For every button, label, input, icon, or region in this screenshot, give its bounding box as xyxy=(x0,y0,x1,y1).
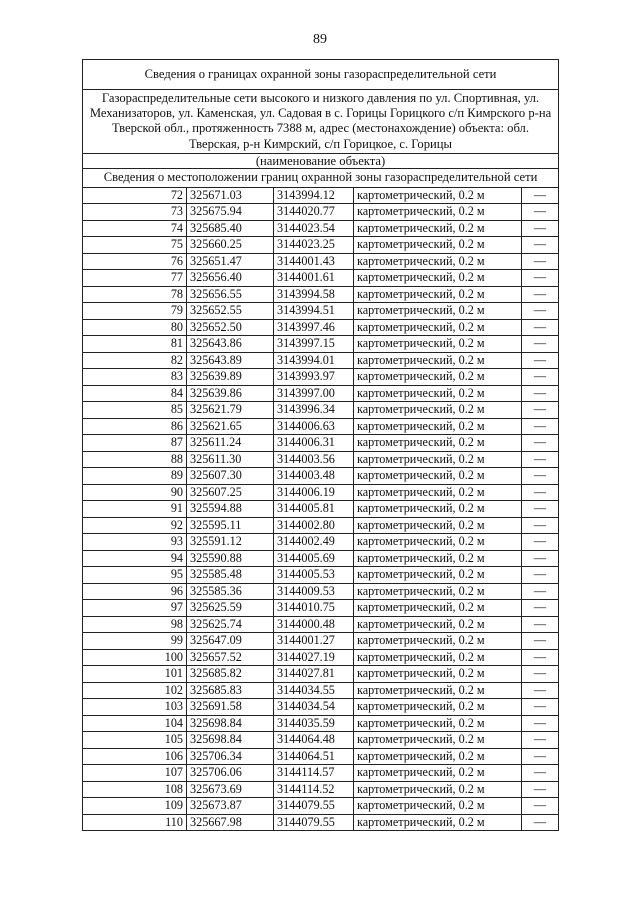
y-coordinate-cell: 3144006.31 xyxy=(274,435,354,452)
method-cell: картометрический, 0.2 м xyxy=(354,270,522,287)
point-number-cell: 98 xyxy=(83,616,187,633)
point-number-cell: 101 xyxy=(83,666,187,683)
x-coordinate-cell: 325585.36 xyxy=(187,583,274,600)
note-cell: — xyxy=(522,352,559,369)
x-coordinate-cell: 325656.55 xyxy=(187,286,274,303)
table-row xyxy=(83,583,559,600)
point-number-cell: 102 xyxy=(83,682,187,699)
table-row xyxy=(83,814,559,831)
table-row xyxy=(83,253,559,270)
y-coordinate-cell: 3143996.34 xyxy=(274,402,354,419)
x-coordinate-cell: 325595.11 xyxy=(187,517,274,534)
method-cell: картометрический, 0.2 м xyxy=(354,748,522,765)
point-number-cell: 85 xyxy=(83,402,187,419)
point-number-cell: 107 xyxy=(83,765,187,782)
y-coordinate-cell: 3144079.55 xyxy=(274,798,354,815)
note-cell: — xyxy=(522,517,559,534)
note-cell: — xyxy=(522,270,559,287)
table-row xyxy=(83,682,559,699)
x-coordinate-cell: 325685.40 xyxy=(187,220,274,237)
method-cell: картометрический, 0.2 м xyxy=(354,517,522,534)
x-coordinate-cell: 325675.94 xyxy=(187,204,274,221)
x-coordinate-cell: 325706.06 xyxy=(187,765,274,782)
method-cell: картометрический, 0.2 м xyxy=(354,666,522,683)
point-number-cell: 110 xyxy=(83,814,187,831)
point-number-cell: 109 xyxy=(83,798,187,815)
caption-row xyxy=(83,153,559,168)
table-row xyxy=(83,451,559,468)
y-coordinate-cell: 3144001.61 xyxy=(274,270,354,287)
method-cell: картометрический, 0.2 м xyxy=(354,649,522,666)
object-description: Газораспределительные сети высокого и низкого давления по ул. Спортивная, ул. Механизаторов, ул. Каменская, ул. Садовая в с. Горицы Горицкого с/п Кимрского р-на Тверской обл., протяженность 7388 м, адрес (местонахождение) объекта: обл. Тверская, р-н Кимрский, с/п Горицкое, с. Горицы xyxy=(83,90,559,154)
x-coordinate-cell: 325643.89 xyxy=(187,352,274,369)
table-row xyxy=(83,501,559,518)
location-title-row xyxy=(83,168,559,187)
y-coordinate-cell: 3144006.19 xyxy=(274,484,354,501)
note-cell: — xyxy=(522,781,559,798)
table-row xyxy=(83,666,559,683)
y-coordinate-cell: 3144009.53 xyxy=(274,583,354,600)
method-cell: картометрический, 0.2 м xyxy=(354,451,522,468)
x-coordinate-cell: 325698.84 xyxy=(187,732,274,749)
point-number-cell: 75 xyxy=(83,237,187,254)
method-cell: картометрический, 0.2 м xyxy=(354,715,522,732)
x-coordinate-cell: 325607.30 xyxy=(187,468,274,485)
x-coordinate-cell: 325652.55 xyxy=(187,303,274,320)
method-cell: картометрический, 0.2 м xyxy=(354,369,522,386)
table-row xyxy=(83,484,559,501)
point-number-cell: 95 xyxy=(83,567,187,584)
table-row xyxy=(83,369,559,386)
x-coordinate-cell: 325667.98 xyxy=(187,814,274,831)
method-cell: картометрический, 0.2 м xyxy=(354,303,522,320)
y-coordinate-cell: 3144064.48 xyxy=(274,732,354,749)
x-coordinate-cell: 325656.40 xyxy=(187,270,274,287)
note-cell: — xyxy=(522,435,559,452)
x-coordinate-cell: 325660.25 xyxy=(187,237,274,254)
table-row xyxy=(83,468,559,485)
y-coordinate-cell: 3143997.00 xyxy=(274,385,354,402)
point-number-cell: 106 xyxy=(83,748,187,765)
method-cell: картометрический, 0.2 м xyxy=(354,336,522,353)
table-row xyxy=(83,534,559,551)
note-cell: — xyxy=(522,220,559,237)
table-row xyxy=(83,286,559,303)
y-coordinate-cell: 3143994.58 xyxy=(274,286,354,303)
point-number-cell: 91 xyxy=(83,501,187,518)
point-number-cell: 79 xyxy=(83,303,187,320)
point-number-cell: 83 xyxy=(83,369,187,386)
method-cell: картометрический, 0.2 м xyxy=(354,699,522,716)
table-row xyxy=(83,187,559,204)
note-cell: — xyxy=(522,583,559,600)
note-cell: — xyxy=(522,567,559,584)
note-cell: — xyxy=(522,748,559,765)
table-row xyxy=(83,748,559,765)
method-cell: картометрический, 0.2 м xyxy=(354,765,522,782)
y-coordinate-cell: 3144034.54 xyxy=(274,699,354,716)
method-cell: картометрический, 0.2 м xyxy=(354,600,522,617)
table-row xyxy=(83,765,559,782)
table-row xyxy=(83,517,559,534)
table-row xyxy=(83,237,559,254)
x-coordinate-cell: 325607.25 xyxy=(187,484,274,501)
x-coordinate-cell: 325643.86 xyxy=(187,336,274,353)
method-cell: картометрический, 0.2 м xyxy=(354,484,522,501)
title-row xyxy=(83,60,559,90)
point-number-cell: 77 xyxy=(83,270,187,287)
note-cell: — xyxy=(522,336,559,353)
point-number-cell: 73 xyxy=(83,204,187,221)
x-coordinate-cell: 325647.09 xyxy=(187,633,274,650)
point-number-cell: 80 xyxy=(83,319,187,336)
y-coordinate-cell: 3144023.54 xyxy=(274,220,354,237)
note-cell: — xyxy=(522,303,559,320)
table-row xyxy=(83,352,559,369)
note-cell: — xyxy=(522,204,559,221)
y-coordinate-cell: 3144079.55 xyxy=(274,814,354,831)
note-cell: — xyxy=(522,484,559,501)
note-cell: — xyxy=(522,649,559,666)
table-row xyxy=(83,633,559,650)
method-cell: картометрический, 0.2 м xyxy=(354,682,522,699)
x-coordinate-cell: 325698.84 xyxy=(187,715,274,732)
y-coordinate-cell: 3144064.51 xyxy=(274,748,354,765)
x-coordinate-cell: 325611.24 xyxy=(187,435,274,452)
note-cell: — xyxy=(522,732,559,749)
y-coordinate-cell: 3144001.43 xyxy=(274,253,354,270)
note-cell: — xyxy=(522,550,559,567)
point-number-cell: 81 xyxy=(83,336,187,353)
note-cell: — xyxy=(522,187,559,204)
y-coordinate-cell: 3144027.81 xyxy=(274,666,354,683)
note-cell: — xyxy=(522,534,559,551)
table-row xyxy=(83,385,559,402)
x-coordinate-cell: 325611.30 xyxy=(187,451,274,468)
point-number-cell: 93 xyxy=(83,534,187,551)
y-coordinate-cell: 3144005.81 xyxy=(274,501,354,518)
point-number-cell: 84 xyxy=(83,385,187,402)
y-coordinate-cell: 3144005.53 xyxy=(274,567,354,584)
x-coordinate-cell: 325585.48 xyxy=(187,567,274,584)
x-coordinate-cell: 325625.59 xyxy=(187,600,274,617)
table-row xyxy=(83,402,559,419)
y-coordinate-cell: 3144002.49 xyxy=(274,534,354,551)
note-cell: — xyxy=(522,237,559,254)
note-cell: — xyxy=(522,385,559,402)
point-number-cell: 100 xyxy=(83,649,187,666)
note-cell: — xyxy=(522,666,559,683)
x-coordinate-cell: 325621.79 xyxy=(187,402,274,419)
table-row xyxy=(83,435,559,452)
point-number-cell: 86 xyxy=(83,418,187,435)
method-cell: картометрический, 0.2 м xyxy=(354,352,522,369)
x-coordinate-cell: 325652.50 xyxy=(187,319,274,336)
method-cell: картометрический, 0.2 м xyxy=(354,385,522,402)
table-row xyxy=(83,270,559,287)
object-name-caption: (наименование объекта) xyxy=(83,153,559,168)
y-coordinate-cell: 3144027.19 xyxy=(274,649,354,666)
point-number-cell: 99 xyxy=(83,633,187,650)
y-coordinate-cell: 3143997.15 xyxy=(274,336,354,353)
note-cell: — xyxy=(522,699,559,716)
method-cell: картометрический, 0.2 м xyxy=(354,814,522,831)
x-coordinate-cell: 325706.34 xyxy=(187,748,274,765)
method-cell: картометрический, 0.2 м xyxy=(354,798,522,815)
y-coordinate-cell: 3144001.27 xyxy=(274,633,354,650)
y-coordinate-cell: 3144035.59 xyxy=(274,715,354,732)
y-coordinate-cell: 3144114.57 xyxy=(274,765,354,782)
method-cell: картометрический, 0.2 м xyxy=(354,534,522,551)
note-cell: — xyxy=(522,369,559,386)
note-cell: — xyxy=(522,798,559,815)
table-row xyxy=(83,715,559,732)
point-number-cell: 87 xyxy=(83,435,187,452)
y-coordinate-cell: 3143997.46 xyxy=(274,319,354,336)
x-coordinate-cell: 325591.12 xyxy=(187,534,274,551)
table-row xyxy=(83,204,559,221)
point-number-cell: 76 xyxy=(83,253,187,270)
method-cell: картометрический, 0.2 м xyxy=(354,781,522,798)
table-row xyxy=(83,220,559,237)
point-number-cell: 72 xyxy=(83,187,187,204)
table-row xyxy=(83,781,559,798)
x-coordinate-cell: 325685.83 xyxy=(187,682,274,699)
table-row xyxy=(83,567,559,584)
y-coordinate-cell: 3143994.12 xyxy=(274,187,354,204)
note-cell: — xyxy=(522,715,559,732)
x-coordinate-cell: 325651.47 xyxy=(187,253,274,270)
method-cell: картометрический, 0.2 м xyxy=(354,319,522,336)
table-row xyxy=(83,336,559,353)
point-number-cell: 82 xyxy=(83,352,187,369)
y-coordinate-cell: 3143994.51 xyxy=(274,303,354,320)
x-coordinate-cell: 325625.74 xyxy=(187,616,274,633)
note-cell: — xyxy=(522,253,559,270)
y-coordinate-cell: 3144003.48 xyxy=(274,468,354,485)
page-number: 89 xyxy=(313,32,327,47)
x-coordinate-cell: 325639.89 xyxy=(187,369,274,386)
point-number-cell: 89 xyxy=(83,468,187,485)
boundary-table xyxy=(82,59,559,831)
y-coordinate-cell: 3143993.97 xyxy=(274,369,354,386)
method-cell: картометрический, 0.2 м xyxy=(354,550,522,567)
object-row xyxy=(83,90,559,154)
method-cell: картометрический, 0.2 м xyxy=(354,435,522,452)
method-cell: картометрический, 0.2 м xyxy=(354,616,522,633)
point-number-cell: 78 xyxy=(83,286,187,303)
method-cell: картометрический, 0.2 м xyxy=(354,187,522,204)
note-cell: — xyxy=(522,616,559,633)
note-cell: — xyxy=(522,451,559,468)
x-coordinate-cell: 325639.86 xyxy=(187,385,274,402)
note-cell: — xyxy=(522,814,559,831)
point-number-cell: 92 xyxy=(83,517,187,534)
note-cell: — xyxy=(522,765,559,782)
method-cell: картометрический, 0.2 м xyxy=(354,402,522,419)
method-cell: картометрический, 0.2 м xyxy=(354,253,522,270)
point-number-cell: 94 xyxy=(83,550,187,567)
x-coordinate-cell: 325673.87 xyxy=(187,798,274,815)
point-number-cell: 104 xyxy=(83,715,187,732)
y-coordinate-cell: 3144003.56 xyxy=(274,451,354,468)
table-row xyxy=(83,303,559,320)
table-row xyxy=(83,649,559,666)
x-coordinate-cell: 325657.52 xyxy=(187,649,274,666)
table-row xyxy=(83,616,559,633)
x-coordinate-cell: 325671.03 xyxy=(187,187,274,204)
y-coordinate-cell: 3143994.01 xyxy=(274,352,354,369)
method-cell: картометрический, 0.2 м xyxy=(354,583,522,600)
table-row xyxy=(83,600,559,617)
method-cell: картометрический, 0.2 м xyxy=(354,732,522,749)
point-number-cell: 108 xyxy=(83,781,187,798)
method-cell: картометрический, 0.2 м xyxy=(354,237,522,254)
method-cell: картометрический, 0.2 м xyxy=(354,501,522,518)
section-title: Сведения о границах охранной зоны газораспределительной сети xyxy=(83,60,559,90)
y-coordinate-cell: 3144034.55 xyxy=(274,682,354,699)
y-coordinate-cell: 3144000.48 xyxy=(274,616,354,633)
y-coordinate-cell: 3144005.69 xyxy=(274,550,354,567)
method-cell: картометрический, 0.2 м xyxy=(354,468,522,485)
note-cell: — xyxy=(522,402,559,419)
table-row xyxy=(83,319,559,336)
method-cell: картометрический, 0.2 м xyxy=(354,220,522,237)
point-number-cell: 97 xyxy=(83,600,187,617)
method-cell: картометрический, 0.2 м xyxy=(354,633,522,650)
x-coordinate-cell: 325594.88 xyxy=(187,501,274,518)
note-cell: — xyxy=(522,319,559,336)
table-row xyxy=(83,699,559,716)
y-coordinate-cell: 3144023.25 xyxy=(274,237,354,254)
y-coordinate-cell: 3144006.63 xyxy=(274,418,354,435)
point-number-cell: 90 xyxy=(83,484,187,501)
note-cell: — xyxy=(522,600,559,617)
x-coordinate-cell: 325590.88 xyxy=(187,550,274,567)
note-cell: — xyxy=(522,286,559,303)
location-title: Сведения о местоположении границ охранной зоны газораспределительной сети xyxy=(83,168,559,187)
y-coordinate-cell: 3144002.80 xyxy=(274,517,354,534)
point-number-cell: 74 xyxy=(83,220,187,237)
table-row xyxy=(83,732,559,749)
x-coordinate-cell: 325691.58 xyxy=(187,699,274,716)
note-cell: — xyxy=(522,418,559,435)
table-row xyxy=(83,798,559,815)
x-coordinate-cell: 325673.69 xyxy=(187,781,274,798)
note-cell: — xyxy=(522,501,559,518)
table-row xyxy=(83,418,559,435)
note-cell: — xyxy=(522,468,559,485)
point-number-cell: 105 xyxy=(83,732,187,749)
method-cell: картометрический, 0.2 м xyxy=(354,204,522,221)
y-coordinate-cell: 3144020.77 xyxy=(274,204,354,221)
point-number-cell: 88 xyxy=(83,451,187,468)
table-body xyxy=(83,60,559,831)
note-cell: — xyxy=(522,633,559,650)
method-cell: картометрический, 0.2 м xyxy=(354,286,522,303)
note-cell: — xyxy=(522,682,559,699)
point-number-cell: 103 xyxy=(83,699,187,716)
x-coordinate-cell: 325685.82 xyxy=(187,666,274,683)
point-number-cell: 96 xyxy=(83,583,187,600)
method-cell: картометрический, 0.2 м xyxy=(354,418,522,435)
y-coordinate-cell: 3144010.75 xyxy=(274,600,354,617)
x-coordinate-cell: 325621.65 xyxy=(187,418,274,435)
table-row xyxy=(83,550,559,567)
y-coordinate-cell: 3144114.52 xyxy=(274,781,354,798)
method-cell: картометрический, 0.2 м xyxy=(354,567,522,584)
